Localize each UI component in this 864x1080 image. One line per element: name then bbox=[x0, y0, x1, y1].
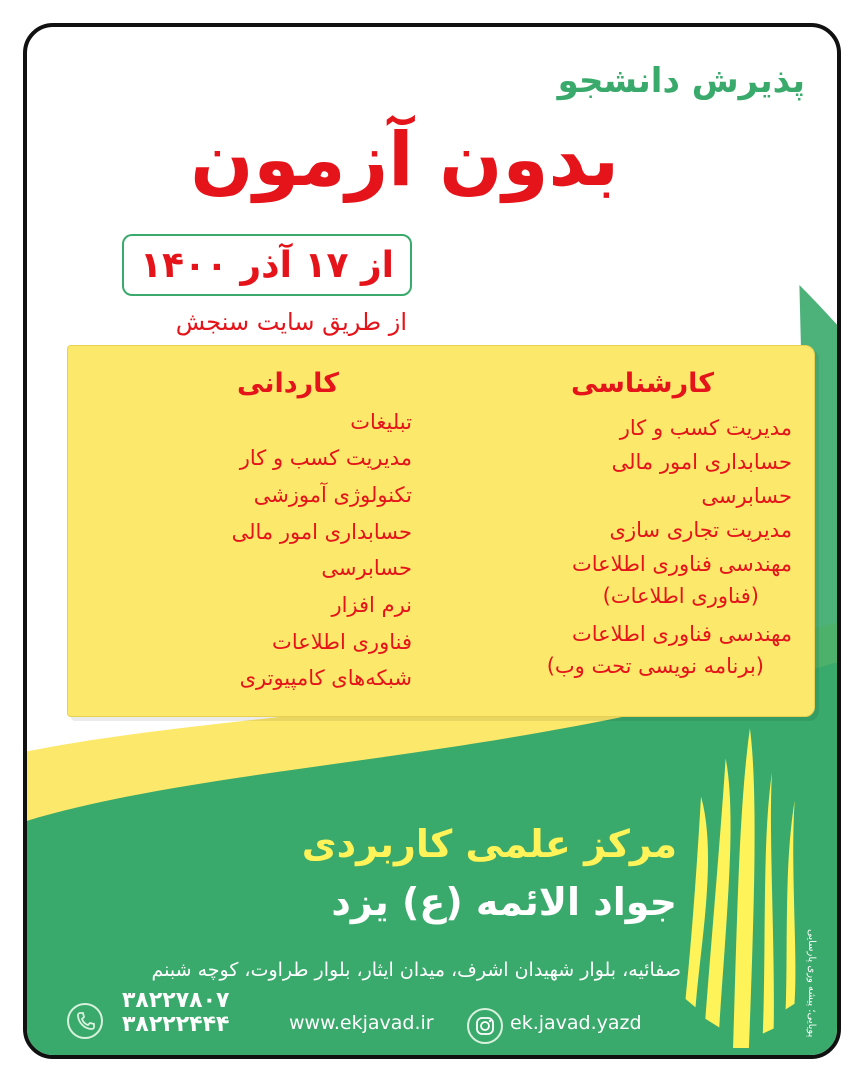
associate-title: کاردانی bbox=[237, 368, 339, 399]
phone-number-2[interactable]: ۳۸۲۲۲۴۴۴ bbox=[122, 1012, 230, 1037]
list-item: تبلیغات bbox=[350, 410, 412, 434]
date-text: از ۱۷ آذر ۱۴۰۰ bbox=[139, 244, 395, 286]
list-item: فناوری اطلاعات bbox=[272, 630, 412, 654]
address-text: صفائیه، بلوار شهیدان اشرف، میدان ایثار، بلوار طراوت، کوچه شبنم bbox=[151, 959, 681, 981]
phone-numbers bbox=[122, 989, 229, 1037]
list-item: (برنامه نویسی تحت وب) bbox=[546, 654, 764, 678]
list-item: حسابداری امور مالی bbox=[611, 450, 792, 474]
list-item: مدیریت کسب و کار bbox=[239, 446, 412, 470]
list-item: مدیریت تجاری سازی bbox=[609, 518, 792, 542]
admission-title: پذیرش دانشجو bbox=[557, 61, 805, 101]
list-item: تکنولوژی آموزشی bbox=[253, 483, 412, 507]
date-box bbox=[122, 234, 412, 296]
headline: بدون آزمون bbox=[190, 117, 619, 203]
list-item: حسابرسی bbox=[701, 484, 792, 508]
phone-number-1[interactable]: ۳۸۲۲۷۸۰۷ bbox=[122, 988, 230, 1013]
center-subname: جواد الائمه (ع) یزد bbox=[331, 880, 677, 924]
list-item: حسابداری امور مالی bbox=[231, 520, 412, 544]
list-item: (فناوری اطلاعات) bbox=[602, 584, 759, 608]
list-item: مدیریت کسب و کار bbox=[619, 416, 792, 440]
center-name: مرکز علمی کاربردی bbox=[301, 822, 677, 866]
phone-icon bbox=[67, 1003, 103, 1039]
instagram-icon bbox=[467, 1008, 503, 1044]
instagram-handle[interactable]: ek.javad.yazd bbox=[510, 1012, 642, 1034]
via-text: از طریق سایت سنجش bbox=[175, 308, 407, 336]
list-item: شبکه‌های کامپیوتری bbox=[239, 666, 412, 690]
list-item: نرم افزار bbox=[331, 593, 412, 617]
list-item: حسابرسی bbox=[321, 556, 412, 580]
website-link[interactable]: www.ekjavad.ir bbox=[289, 1012, 434, 1034]
programs-panel bbox=[67, 345, 815, 717]
list-item: مهندسی فناوری اطلاعات bbox=[571, 552, 792, 576]
bachelor-title: کارشناسی bbox=[571, 368, 714, 399]
poster-frame bbox=[23, 23, 841, 1059]
credit-text: پویایی؛ پیشه وری پارسایی bbox=[806, 928, 817, 1037]
list-item: مهندسی فناوری اطلاعات bbox=[571, 622, 792, 646]
